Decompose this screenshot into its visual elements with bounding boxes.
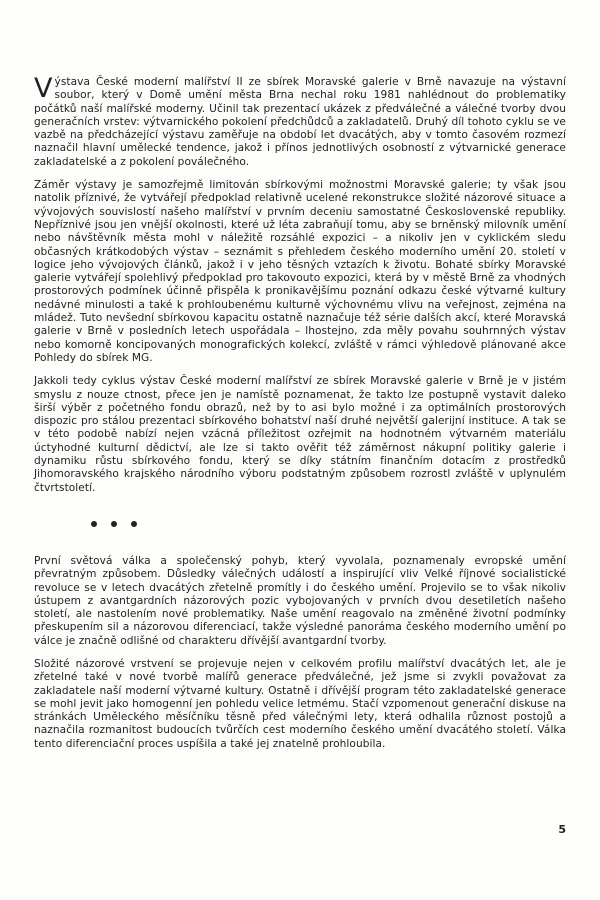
paragraph-3: Jakkoli tedy cyklus výstav České moderní malířství ze sbírek Moravské galerie v Brně je v jistém smyslu z nouze ctnost, přece jen je namístě poznamenat, že takto lze postupně vystavit daleko širší výběr z početného fondu obrazů, než by to asi bylo možné i za optimálních prostorových dispozic pro stálou prezentaci sbírkového bohatství naší druhé největší galerijní instituce. A tak se v této podobě nabízí nejen vzácná příležitost ozřejmit na hodnotném výtvarném materiálu úctyhodné kulturní dědictví, ale lze si takto ověřit též záměrnost nákupní politiky galerie i dynamiku růstu sbírkového fondu, který se díky státním finančním dotacím z prostředků Jihomoravského krajského národního výboru podstatným způsobem rozrostl zvláště v uplynulém čtvrtstoletí. — [34, 375, 566, 494]
page-number: 5 — [558, 823, 566, 836]
divider-dot — [131, 521, 137, 527]
drop-cap: V — [34, 73, 53, 104]
paragraph-2: Záměr výstavy je samozřejmě limitován sbírkovými možnostmi Moravské galerie; ty však jsou natolik příznivé, že vytvářejí předpoklad relativně ucelené rekonstrukce složité názorové situace a vývojových souvislostí našeho malířství v prvním deceniu samostatné Československé republiky. Nepříznivé jsou jen vnější okolnosti, které už léta zabraňují tomu, aby se brněnský milovník umění nebo návštěvník města mohl v náležitě rozsáhlé expozici – a nikoliv jen v cyklickém sledu občasných krátkodobých výstav – seznámit s přehledem českého moderního umění 20. století v logice jeho vývojových článků, jakož i v jeho těsných vztazích k životu. Bohaté sbírky Moravské galerie vytvářejí spolehlivý předpoklad pro takovouto expozici, která by v městě Brně za vhodných prostorových podmínek účinně přispěla k pronikavějšímu poznání odkazu české výtvarné kultury nedávné minulosti a také k prohloubenému kulturně výchovnému vlivu na veřejnost, zejména na mládež. Tuto nevšední sbírkovou kapacitu ostatně naznačuje též série dalších akcí, které Moravská galerie v Brně v posledních letech uspořádala – lhostejno, zda měly povahu souhrnných výstav nebo komorně koncipovaných monografických kolekcí, zvláště v rámci výhledově plánované akce Pohledy do sbírek MG. — [34, 179, 566, 364]
divider-dot — [111, 521, 117, 527]
paragraph-1 — [34, 73, 566, 169]
document-body — [34, 73, 566, 761]
paragraph-4: První světová válka a společenský pohyb, který vyvolala, poznamenaly evropské umění převratným způsobem. Důsledky válečných událostí a inspirující vliv Velké říjnové socialistické revoluce se v letech dvacátých zřetelně promítly i do českého umění. Projevilo se to však nikoliv ústupem z avantgardních názorových pozic vybojovaných v prvních dvou desetiletích našeho století, ale nastolením nové problematiky. Naše umění reagovalo na změněné životní podmínky přeskupením sil a názorovou diferenciací, takže výsledné panoráma českého moderního umění po válce je značně odlišné od charakteru dřívější avantgardní tvorby. — [34, 554, 566, 647]
paragraph-5: Složité názorové vrstvení se projevuje nejen v celkovém profilu malířství dvacátých let, ale je zřetelné také v nové tvorbě malířů generace předválečné, jež jsme si zvykli považovat za zakladatele naší moderní výtvarné kultury. Ostatně i dřívější program této zakladatelské generace se mohl jevit jako homogenní jen pohledu velice letmému. Stačí vzpomenout generační diskuse na stránkách Uměleckého měsíčníku těsně před válečnými lety, která odhalila různost postojů a naznačila rozmanitost budoucích tvůrčích cest moderního českého umění dvacátého století. Válka tento diferenciační proces uspíšila a také jej znatelně prohloubila. — [34, 657, 566, 750]
section-divider-dots — [91, 521, 566, 527]
divider-dot — [91, 521, 97, 527]
paragraph-1-text: ýstava České moderní malířství II ze sbírek Moravské galerie v Brně navazuje na výstavní soubor, který v Domě umění města Brna nechal roku 1981 nahlédnout do problematiky počátků naší malířské moderny. Učinil tak prezentací ukázek z předválečné a válečné tvorby dvou generačních vrstev: výtvarnického pokolení předchůdců a zakladatelů. Druhý díl tohoto cyklu se ve vazbě na předcházející výstavu zaměřuje na období let dvacátých, aby v tomto časovém rozmezí naznačil hlavní umělecké tendence, jakož i přínos jednotlivých osobností z výtvarnické generace zakladatelské a z pokolení poválečného. — [34, 76, 566, 168]
